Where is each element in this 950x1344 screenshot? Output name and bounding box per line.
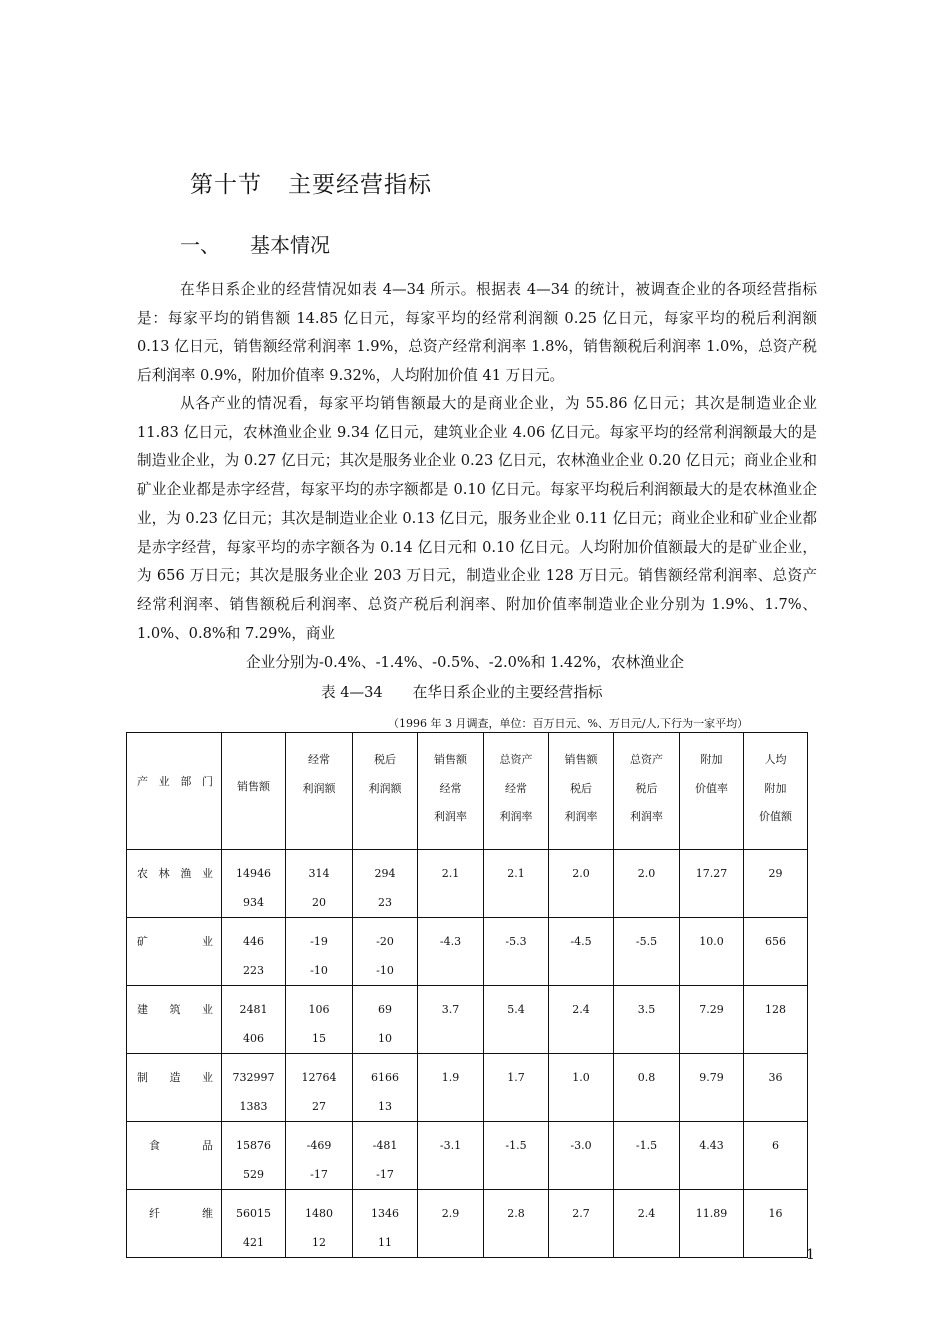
cell-sector: 矿 业 — [127, 918, 222, 986]
cell-ordinary-profit: 314 20 — [286, 850, 353, 918]
cell-after-tax-profit: -481 -17 — [353, 1122, 418, 1190]
cell-value-added-rate: 7.29 — [680, 986, 744, 1054]
cell-value: -3.0 — [549, 1122, 614, 1190]
paragraph-overview: 在华日系企业的经营情况如表 4—34 所示。根据表 4—34 的统计，被调查企业的各项经营指标是：每家平均的销售额 14.85 亿日元，每家平均的经常利润额 0.25 亿日元，每家平均的税后利润额 0.13 亿日元，销售额经常利润率 1.9%，总资产经常利润率 1.8%，销售额税后利润率 1.0%，总资产税后利润率 0.9%，附加价值率 9.32%，人均附加价值 41 万日元。 — [137, 281, 817, 385]
header-sales: 销售额 — [222, 733, 286, 850]
cell-sector: 建 筑 业 — [127, 986, 222, 1054]
cell-value: 1.7 — [484, 1054, 549, 1122]
cell-value: -4.3 — [418, 918, 484, 986]
cell-value: -1.5 — [614, 1122, 680, 1190]
cell-per-capita: 36 — [744, 1054, 808, 1122]
subsection-title-text: 基本情况 — [250, 233, 330, 257]
table-caption — [321, 681, 602, 702]
cell-value: -5.5 — [614, 918, 680, 986]
cell-value: 2.1 — [484, 850, 549, 918]
table-row — [127, 1122, 808, 1190]
paragraph-industry: 从各产业的情况看，每家平均销售额最大的是商业企业，为 55.86 亿日元；其次是制造业企业 11.83 亿日元，农林渔业企业 9.34 亿日元，建筑业企业 4.06 亿日元。每家平均的经常利润额最大的是制造业企业，为 0.27 亿日元；其次是服务业企业 0.23 亿日元，农林渔业企业 0.20 亿日元；商业企业和矿业企业都是赤字经营，每家平均的赤字额都是 0.10 亿日元。每家平均税后利润额最大的是农林渔业企业，为 0.23 亿日元；其次是制造业企业 0.13 亿日元，服务业企业 0.11 亿日元；商业企业和矿业企业都是赤字经营，每家平均的赤字额各为 0.14 亿日元和 0.10 亿日元。人均附加价值额最大的是矿业企业，为 656 万日元；其次是服务业企业 203 万日元，制造业企业 128 万日元。销售额经常利润率、总资产经常利润率、销售额税后利润率、总资产税后利润率、附加价值率制造业企业分别为 1.9%、1.7%、1.0%、0.8%和 7.29%，商业 — [137, 395, 817, 642]
cell-value: 2.0 — [614, 850, 680, 918]
cell-value: 2.7 — [549, 1190, 614, 1258]
cell-ordinary-profit: -469 -17 — [286, 1122, 353, 1190]
header-ordinary-profit: 经常 利润额 — [286, 733, 353, 850]
cell-value: 1.9 — [418, 1054, 484, 1122]
cell-value-added-rate: 17.27 — [680, 850, 744, 918]
cell-value-added-rate: 11.89 — [680, 1190, 744, 1258]
cell-sales: 56015 421 — [222, 1190, 286, 1258]
cell-value: 3.5 — [614, 986, 680, 1054]
table-row — [127, 850, 808, 918]
subsection-number: 一、 — [180, 233, 220, 257]
page-number: 1 — [806, 1247, 815, 1263]
table-header-row — [127, 733, 808, 850]
section-title-text: 主要经营指标 — [288, 172, 432, 198]
header-sales-after-tax-margin: 销售额 税后 利润率 — [549, 733, 614, 850]
cell-sales: 2481 406 — [222, 986, 286, 1054]
table-row — [127, 1054, 808, 1122]
header-sales-ordinary-margin: 销售额 经常 利润率 — [418, 733, 484, 850]
header-assets-after-tax-margin: 总资产 税后 利润率 — [614, 733, 680, 850]
table-right-rule — [807, 732, 808, 1199]
cell-ordinary-profit: -19 -10 — [286, 918, 353, 986]
cell-sales: 14946 934 — [222, 850, 286, 918]
table-title: 在华日系企业的主要经营指标 — [412, 684, 603, 701]
table-unit-note: （1996 年 3 月调查，单位：百万日元、%、万日元/人,下行为一家平均） — [388, 717, 749, 730]
cell-value-added-rate: 4.43 — [680, 1122, 744, 1190]
paragraph-industry-last-line: 企业分别为-0.4%、-1.4%、-0.5%、-2.0%和 1.42%，农林渔业企 — [246, 654, 684, 671]
cell-value: -5.3 — [484, 918, 549, 986]
cell-ordinary-profit: 106 15 — [286, 986, 353, 1054]
cell-sales: 15876 529 — [222, 1122, 286, 1190]
cell-per-capita: 128 — [744, 986, 808, 1054]
cell-per-capita: 29 — [744, 850, 808, 918]
cell-value: 2.4 — [549, 986, 614, 1054]
cell-per-capita: 656 — [744, 918, 808, 986]
cell-sector: 农 林 渔 业 — [127, 850, 222, 918]
table-row — [127, 986, 808, 1054]
cell-ordinary-profit: 1480 12 — [286, 1190, 353, 1258]
header-sector: 产 业 部 门 — [127, 733, 222, 850]
table-row — [127, 918, 808, 986]
cell-after-tax-profit: -20 -10 — [353, 918, 418, 986]
table-row — [127, 1190, 808, 1258]
cell-sales: 446 223 — [222, 918, 286, 986]
cell-sector: 纤 维 — [127, 1190, 222, 1258]
table-number: 表 4—34 — [321, 684, 383, 701]
cell-value: -1.5 — [484, 1122, 549, 1190]
section-title — [190, 166, 432, 199]
cell-value: 2.9 — [418, 1190, 484, 1258]
header-per-capita-value-added: 人均 附加 价值额 — [744, 733, 808, 850]
cell-sales: 732997 1383 — [222, 1054, 286, 1122]
operating-indicators-table — [126, 732, 808, 1258]
header-after-tax-profit: 税后 利润额 — [353, 733, 418, 850]
cell-value: 0.8 — [614, 1054, 680, 1122]
cell-sector: 食 品 — [127, 1122, 222, 1190]
cell-value: 2.1 — [418, 850, 484, 918]
cell-value: 3.7 — [418, 986, 484, 1054]
cell-after-tax-profit: 6166 13 — [353, 1054, 418, 1122]
cell-value: -4.5 — [549, 918, 614, 986]
cell-value: -3.1 — [418, 1122, 484, 1190]
cell-per-capita: 16 — [744, 1190, 808, 1258]
subsection-title — [180, 229, 330, 258]
header-value-added-rate: 附加 价值率 — [680, 733, 744, 850]
cell-value: 2.0 — [549, 850, 614, 918]
cell-value: 2.4 — [614, 1190, 680, 1258]
cell-after-tax-profit: 1346 11 — [353, 1190, 418, 1258]
cell-sector: 制 造 业 — [127, 1054, 222, 1122]
cell-value-added-rate: 10.0 — [680, 918, 744, 986]
section-number: 第十节 — [190, 172, 262, 198]
cell-ordinary-profit: 12764 27 — [286, 1054, 353, 1122]
header-assets-ordinary-margin: 总资产 经常 利润率 — [484, 733, 549, 850]
cell-after-tax-profit: 69 10 — [353, 986, 418, 1054]
cell-after-tax-profit: 294 23 — [353, 850, 418, 918]
cell-value: 2.8 — [484, 1190, 549, 1258]
cell-value: 1.0 — [549, 1054, 614, 1122]
cell-value-added-rate: 9.79 — [680, 1054, 744, 1122]
cell-value: 5.4 — [484, 986, 549, 1054]
cell-per-capita: 6 — [744, 1122, 808, 1190]
